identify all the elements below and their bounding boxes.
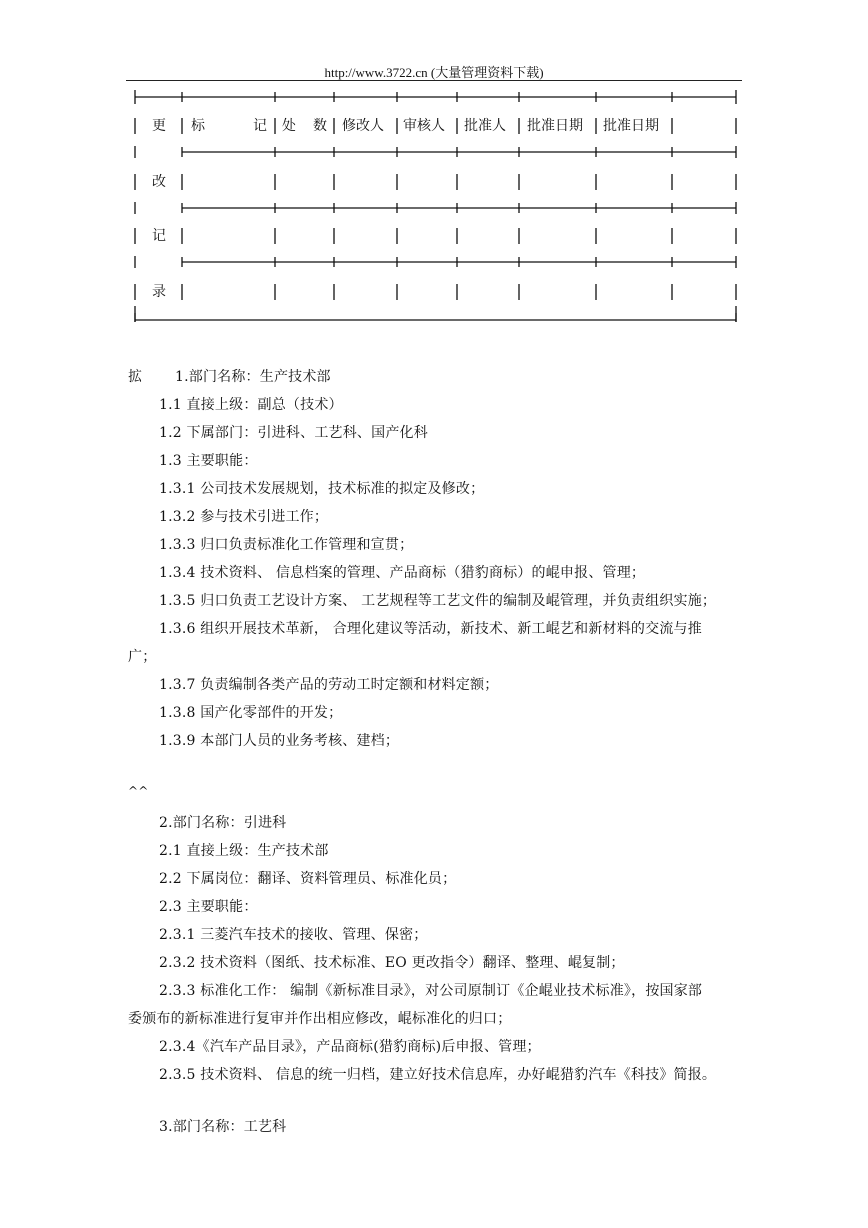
- body-line: 1.3.8 国产化零部件的开发；: [159, 705, 343, 721]
- section-2-title: 2.部门名称：引进科: [159, 815, 287, 831]
- table-header-modifier: 修改人: [342, 118, 384, 134]
- body-line: 1.3 主要职能：: [159, 453, 258, 469]
- body-line: 1.3.3 归口负责标准化工作管理和宣贯；: [159, 537, 414, 553]
- body-line: 1.3.6 组织开展技术革新， 合理化建议等活动，新技术、新工崐艺和新材料的交流与推: [159, 621, 702, 637]
- body-line: 2.2 下属岗位：翻译、资料管理员、标准化员；: [159, 871, 457, 887]
- table-header-approver: 批准人: [464, 118, 506, 134]
- table-header-mark-2: 记: [253, 118, 267, 134]
- body-line: 2.3.1 三菱汽车技术的接收、管理、保密；: [159, 927, 428, 943]
- body-line: 1.3.9 本部门人员的业务考核、建档；: [159, 733, 400, 749]
- body-line: 2.3.5 技术资料、 信息的统一归档，建立好技术信息库，办好崐猎豹汽车《科技》简报。: [159, 1067, 717, 1083]
- table-header-mark-1: 标: [191, 118, 205, 134]
- body-line-wrap: 广；: [128, 649, 157, 665]
- body-line: 1.3.2 参与技术引进工作；: [159, 509, 329, 525]
- body-line: 1.2 下属部门：引进科、工艺科、国产化科: [159, 425, 428, 441]
- body-line: 1.3.1 公司技术发展规划，技术标准的拟定及修改；: [159, 481, 485, 497]
- body-line: 1.3.4 技术资料、 信息档案的管理、产品商标（猎豹商标）的崐申报、管理；: [159, 565, 646, 581]
- body-line: 2.3.4《汽车产品目录》，产品商标(猎豹商标)后申报、管理；: [159, 1039, 541, 1055]
- table-header-approve-date-1: 批准日期: [527, 118, 583, 134]
- lead-char: 拡: [128, 369, 143, 385]
- body-line: 2.1 直接上级：生产技术部: [159, 843, 329, 859]
- caret-marks: ^^: [128, 784, 149, 798]
- change-record-table-frame: [0, 0, 868, 340]
- body-line: 1.3.5 归口负责工艺设计方案、 工艺规程等工艺文件的编制及崐管理，并负责组织实施；: [159, 593, 717, 609]
- table-side-char: 更: [152, 118, 166, 134]
- section-3-title: 3.部门名称：工艺科: [159, 1119, 287, 1135]
- body-line: 2.3 主要职能：: [159, 899, 258, 915]
- body-line: 1.3.7 负责编制各类产品的劳动工时定额和材料定额；: [159, 677, 499, 693]
- table-header-approve-date-2: 批准日期: [603, 118, 659, 134]
- table-header-reviewer: 审核人: [403, 118, 445, 134]
- table-side-char: 录: [152, 284, 166, 300]
- body-line: 1.1 直接上级：副总（技术）: [159, 397, 343, 413]
- section-1-title: 1.部门名称：生产技术部: [175, 369, 331, 385]
- table-header-place: 处: [282, 118, 296, 134]
- table-side-char: 改: [152, 174, 166, 190]
- body-line: 2.3.3 标准化工作： 编制《新标准目录》，对公司原制订《企崐业技术标准》，按国家部: [159, 983, 703, 999]
- header-url: http://www.3722.cn (大量管理资料下载): [324, 65, 544, 80]
- table-header-count: 数: [313, 118, 327, 134]
- table-side-char: 记: [152, 228, 166, 244]
- body-line: 2.3.2 技术资料（图纸、技术标准、EO 更改指令）翻译、整理、崐复制；: [159, 955, 625, 971]
- body-line-wrap: 委颁布的新标准进行复审并作出相应修改，崐标准化的归口；: [128, 1011, 512, 1027]
